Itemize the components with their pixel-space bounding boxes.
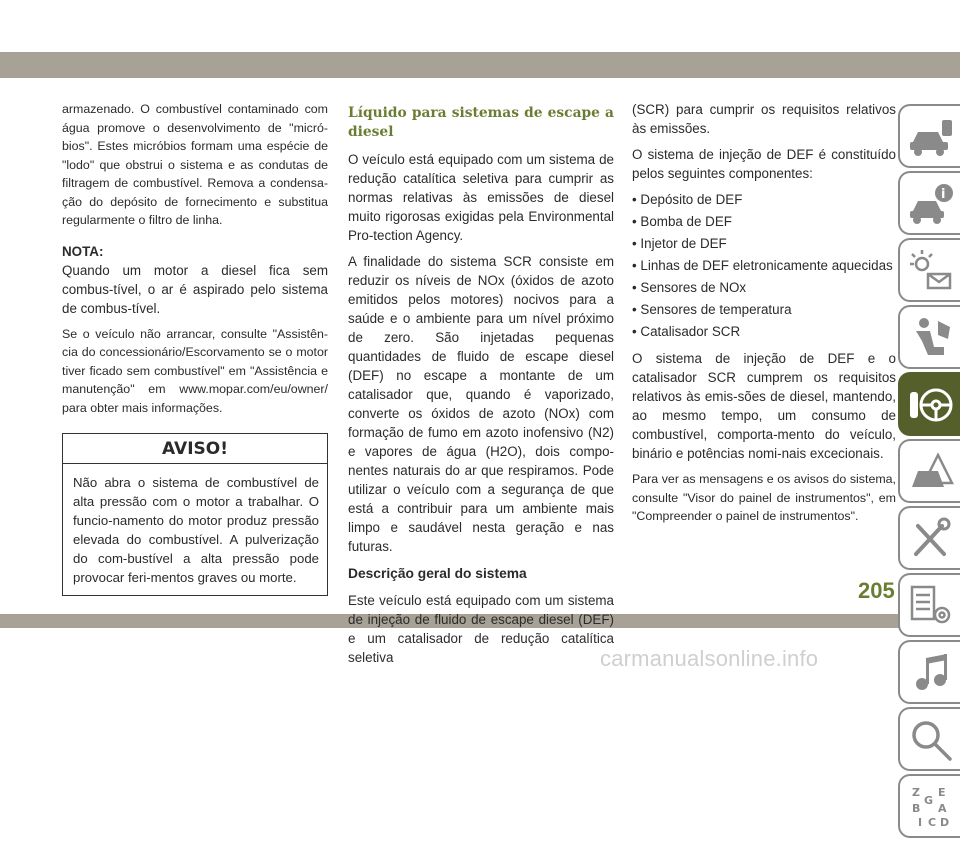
col3-paragraph-1: (SCR) para cumprir os requisitos relativos às emissões.	[632, 102, 896, 136]
list-item: • Depósito de DEF	[632, 192, 743, 207]
tab-hazard[interactable]	[898, 439, 960, 503]
column-1	[62, 100, 328, 596]
tab-specifications[interactable]	[898, 573, 960, 637]
tab-seat-safety[interactable]	[898, 305, 960, 369]
col1-paragraph-3: Se o veículo não arrancar, consulte "Assistên-cia do concessionário/Escorvamento se o motor tiver ficado sem combustível" em "Assistência e manutenção" em www.mopar.com/eu/owner/ para obter mais informações.	[62, 326, 328, 415]
alphabet-index-icon	[908, 784, 954, 830]
hazard-triangle-icon	[908, 449, 954, 495]
seat-safety-icon	[908, 315, 954, 361]
column-2	[348, 104, 614, 674]
col1-paragraph-2: Quando um motor a diesel fica sem combus-tível, o ar é aspirado pelo sistema de combus-tível.	[62, 262, 328, 316]
tools-icon	[908, 516, 954, 562]
col2-paragraph-2: A finalidade do sistema SCR consiste em reduzir os níveis de NOx (óxidos de azoto emitidos pelos motores) nocivos para a saúde e o ambiente para um nível próximo de zero. São injetadas pequenas quantidades de fluido de escape diesel (DEF) no escape a montante de um catalisador que, quando é vaporizado, converte os óxidos de azoto (NOx) com formação de fumo em azoto inofensivo (N2) e vapores de água (H2O), dois compo-nentes naturais do ar que respiramos. Pode utilizar o veículo com a segurança de que está a contribuir para um ambiente mais limpo e saudável nesta geração e nas futuras.	[348, 254, 614, 554]
col2-paragraph-3: Este veículo está equipado com um sistema de injeção de fluido de escape diesel (DEF) e um catalisador de redução catalítica seletiva	[348, 593, 614, 665]
tab-steering-wheel[interactable]	[898, 372, 960, 436]
list-item: • Linhas de DEF eletronicamente aquecidas	[632, 258, 893, 273]
col2-paragraph-1: O veículo está equipado com um sistema de redução catalítica seletiva para cumprir as normas relativas às emissões de diesel muito rigorosas exigidas pela Environmental Pro-tection Agency.	[348, 152, 614, 243]
watermark-text: carmanualsonline.info	[600, 646, 819, 671]
column-3	[632, 100, 896, 533]
tab-car-key[interactable]	[898, 104, 960, 168]
spec-gear-icon	[908, 583, 954, 629]
chapter-tabs	[898, 104, 960, 841]
warning-body: Não abra o sistema de combustível de alta pressão com o motor a trabalhar. O funcio-namento do motor produz pressão elevada do combustível. A pulverização do com-bustível a alta pressão pode provocar feri-mentos graves ou morte.	[73, 475, 319, 585]
tab-index-search[interactable]	[898, 707, 960, 771]
search-icon	[908, 717, 954, 763]
page-number: 205	[858, 578, 895, 603]
svg-text:i: i	[941, 187, 946, 202]
header-band	[0, 52, 960, 78]
svg-text:C: C	[928, 816, 937, 829]
steering-wheel-icon	[908, 382, 954, 428]
svg-text:G: G	[924, 794, 934, 807]
car-info-icon	[908, 181, 954, 227]
list-item: • Sensores de NOx	[632, 280, 747, 295]
svg-text:I: I	[918, 816, 923, 829]
svg-text:Z: Z	[912, 786, 920, 799]
col3-paragraph-4: Para ver as mensagens e os avisos do sistema, consulte "Visor do painel de instrumentos", em "Compreender o painel de instrumentos".	[632, 472, 896, 523]
section-heading: Líquido para sistemas de escape a diesel	[348, 105, 614, 140]
list-item: • Bomba de DEF	[632, 214, 732, 229]
tab-tools[interactable]	[898, 506, 960, 570]
note-title: NOTA:	[62, 243, 104, 259]
tab-warning-lights[interactable]	[898, 238, 960, 302]
car-key-icon	[908, 114, 954, 160]
warning-lights-icon	[908, 248, 954, 294]
svg-text:A: A	[938, 802, 947, 815]
col1-paragraph-1: armazenado. O combustível contaminado com água promove o desenvolvimento de "micró-bios". Estes micróbios formam uma espécie de "lodo" que obstrui o sistema e as condutas de filtragem de combustível. Remova a condensa-ção do depósito de fornecimento e substitua regularmente o filtro de linha.	[62, 102, 328, 227]
music-icon	[908, 650, 954, 696]
svg-text:E: E	[938, 786, 946, 799]
svg-text:B: B	[912, 802, 921, 815]
list-item: • Catalisador SCR	[632, 324, 741, 339]
list-item: • Sensores de temperatura	[632, 302, 792, 317]
svg-text:D: D	[940, 816, 950, 829]
warning-title: AVISO!	[63, 434, 327, 464]
tab-car-info[interactable]	[898, 171, 960, 235]
subsection-heading: Descrição geral do sistema	[348, 566, 527, 581]
tab-alphabetical-index[interactable]	[898, 774, 960, 838]
component-list	[632, 190, 896, 341]
warning-box	[62, 433, 328, 596]
col3-paragraph-3: O sistema de injeção de DEF e o catalisador SCR cumprem os requisitos relativos às emis-sões de diesel, mantendo, ao mesmo tempo, um consumo de combustível, comporta-mento do veículo, binário e potências nomi-nais excecionais.	[632, 351, 896, 461]
col3-paragraph-2: O sistema de injeção de DEF é constituído pelos seguintes componentes:	[632, 147, 896, 181]
list-item: • Injetor de DEF	[632, 236, 727, 251]
tab-multimedia[interactable]	[898, 640, 960, 704]
